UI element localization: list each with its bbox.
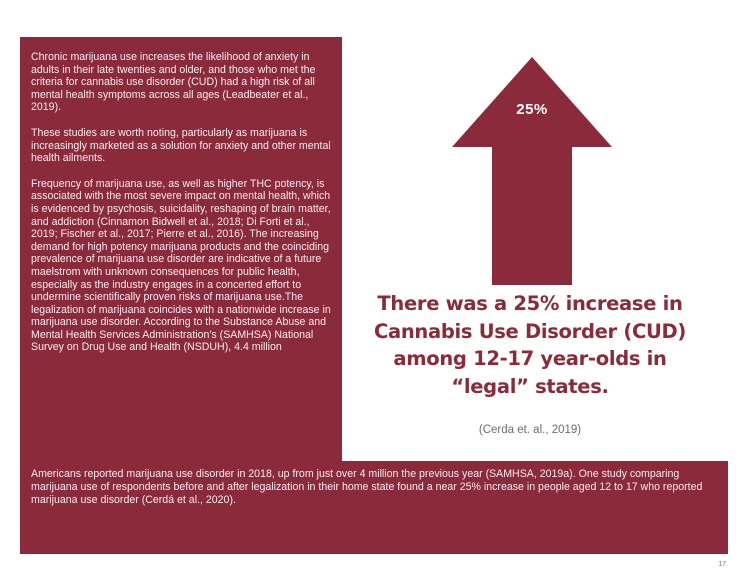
- up-arrow-shape: [452, 57, 612, 285]
- headline-citation: (Cerda et. al., 2019): [478, 424, 582, 436]
- paragraph-frequency: Frequency of marijuana use, as well as higher THC potency, is associated with the most severe impact on mental health, which is evidenced by psychosis, suicidality, reshaping of brain matter, and addiction (Cinnamon Bidwell et al., 2018; Di Forti et al., 2019; Fischer et al., 2017; Pierre et al., 2016). The increasing demand for high potency marijuana products and the coinciding prevalence of marijuana use disorder are indicative of a future maelstrom with unknown consequences for public health, especially as the industry engages in a concerted effort to undermine scientifically proven risks of marijuana use.The legalization of marijuana coincides with a nationwide increase in marijuana use disorder. According to the Substance Abuse and Mental Health Services Administration's (SAMHSA) National Survey on Drug Use and Health (NSDUH), 4.4 million: [31, 177, 331, 354]
- bottom-text-panel: [20, 461, 728, 554]
- up-arrow-icon: [452, 57, 612, 285]
- arrow-percentage-label: 25%: [516, 101, 548, 118]
- paragraph-anxiety: Chronic marijuana use increases the likelihood of anxiety in adults in their late twenties and older, and those who met the criteria for cannabis use disorder (CUD) had a high risk of all mental health symptoms across all ages (Leadbeater et al., 2019).: [31, 51, 316, 114]
- left-text-panel: [20, 37, 342, 461]
- paragraph-continuation: Americans reported marijuana use disorder in 2018, up from just over 4 million the previous year (SAMHSA, 2019a). One study comparing marijuana use of respondents before and after legalization in their home state found a near 25% increase in people aged 12 to 17 who reported marijuana use disorder (Cerdá et al., 2020).: [31, 468, 703, 507]
- paragraph-marketing: These studies are worth noting, particularly as marijuana is increasingly marketed as a solution for anxiety and other mental health ailments.: [31, 126, 331, 165]
- page-number: 17: [718, 561, 726, 568]
- headline-statement: There was a 25% increase in Cannabis Use Disorder (CUD) among 12-17 year-olds in “legal” states.: [373, 292, 687, 398]
